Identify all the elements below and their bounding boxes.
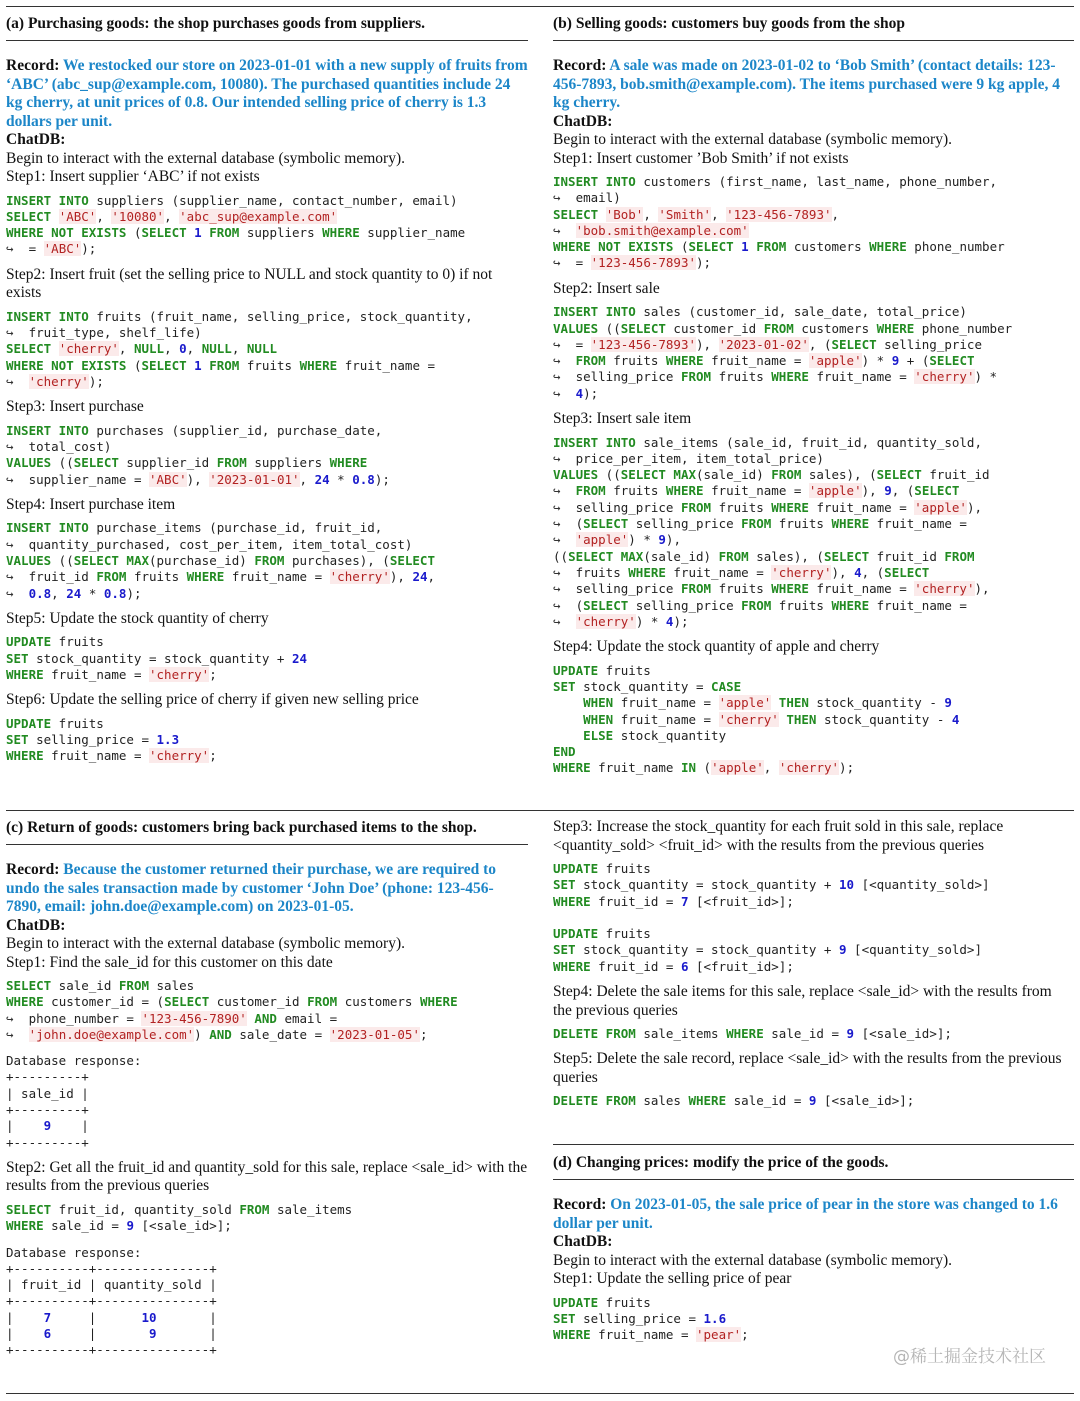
middle-rule bbox=[6, 810, 1074, 811]
panel-c-sql-4: DELETE FROM sale_items WHERE sale_id = 9 [<sale_id>]; bbox=[553, 1026, 952, 1042]
panel-b-step3: Step3: Insert sale item bbox=[553, 410, 692, 428]
panel-b-step4: Step4: Update the stock quantity of apple and cherry bbox=[553, 638, 880, 656]
panel-a-record-text: We restocked our store on 2023-01-01 with a new supply of fruits from ‘ABC’ (abc_sup@example.com, 10080). The purchased quantities include 24 kg cherry, at unit prices of 0.8. Our intended selling price of cherry is 1.3 dollars per unit. bbox=[6, 57, 528, 130]
panel-c-sql-1: SELECT sale_id FROM sales WHERE customer_id = (SELECT customer_id FROM customers WHERE ↪ phone_number = '123-456-7890' AND email = ↪ 'john.doe@example.com') AND sale_date = '2023-01-05'; bbox=[6, 978, 458, 1042]
panel-a-chatdb: ChatDB: bbox=[6, 131, 66, 148]
panel-c-step3: Step3: Increase the stock_quantity for each fruit sold in this sale, replace <quantity_sold> <fruit_id> with the results from the previous queries bbox=[553, 818, 1004, 854]
panel-d-record-text: On 2023-01-05, the sale price of pear in the store was changed to 1.6 dollar per unit. bbox=[553, 1196, 1058, 1232]
panel-a-sql-1: INSERT INTO suppliers (supplier_name, contact_number, email) SELECT 'ABC', '10080', 'abc_sup@example.com' WHERE NOT EXISTS (SELECT 1 FROM suppliers WHERE supplier_name ↪ = 'ABC'); bbox=[6, 192, 466, 257]
panel-c-record: Record: Because the customer returned their purchase, we are required to undo the sales transaction made by customer ‘John Doe’ (phone: 123-456-7890, email: john.doe@example.com) on 2023-01-05. bbox=[6, 861, 497, 915]
panel-a-step2: Step2: Insert fruit (set the selling price to NULL and stock quantity to 0) if not exists bbox=[6, 265, 493, 302]
panel-c-db-response-1: Database response: +---------+ | sale_id | +---------+ | 9 | +---------+ bbox=[6, 1053, 142, 1150]
panel-c-cont bbox=[553, 818, 1074, 1118]
panel-a-step1: Step1: Insert supplier ‘ABC’ if not exists bbox=[6, 168, 260, 185]
panel-a-sql-2: INSERT INTO fruits (fruit_name, selling_price, stock_quantity, ↪ fruit_type, shelf_life) SELECT 'cherry', NULL, 0, NULL, NULL WHERE NOT EXISTS (SELECT 1 FROM fruits WHERE fruit_name = ↪ 'cherry'); bbox=[6, 308, 473, 389]
panel-c-record-text: Because the customer returned their purchase, we are required to undo the sales transaction made by customer ‘John Doe’ (phone: 123-456-7890, email: john.doe@example.com) on 2023-01-05. bbox=[6, 861, 497, 915]
panel-d bbox=[553, 1144, 1074, 1351]
panel-c-sql-2: SELECT fruit_id, quantity_sold FROM sale_items WHERE sale_id = 9 [<sale_id>]; bbox=[6, 1201, 353, 1234]
panel-b-step2: Step2: Insert sale bbox=[553, 279, 660, 297]
panel-a-sql-6: UPDATE fruits SET selling_price = 1.3 WHERE fruit_name = 'cherry'; bbox=[6, 715, 217, 764]
panel-a-sql-3: INSERT INTO purchases (supplier_id, purchase_date, ↪ total_cost) VALUES ((SELECT supplier_id FROM suppliers WHERE ↪ supplier_name = 'ABC'), '2023-01-01', 24 * 0.8); bbox=[6, 422, 390, 487]
panel-b bbox=[553, 14, 1074, 785]
panel-c bbox=[6, 818, 528, 1367]
panel-a-begin: Begin to interact with the external database (symbolic memory). bbox=[6, 149, 405, 167]
panel-a-heading: (a) Purchasing goods: the shop purchases goods from suppliers. bbox=[6, 15, 425, 32]
panel-d-begin: Begin to interact with the external database (symbolic memory). bbox=[553, 1251, 952, 1269]
panel-b-sql-2: INSERT INTO sales (customer_id, sale_date, total_price) VALUES ((SELECT customer_id FROM customers WHERE phone_number ↪ = '123-456-7893'), '2023-01-02', (SELECT selling_price ↪ FROM fruits WHERE fruit_name = 'apple') * 9 + (SELECT ↪ selling_price FROM fruits WHERE fruit_name = 'cherry') * ↪ 4); bbox=[553, 304, 1013, 401]
panel-b-record-text: A sale was made on 2023-01-02 to ‘Bob Smith’ (contact details: 123-456-7893, bob.smith@example.com). The items purchased were 9 kg apple, 4 kg cherry. bbox=[553, 57, 1060, 111]
panel-b-step1: Step1: Insert customer ’Bob Smith’ if not exists bbox=[553, 149, 849, 167]
panel-c-step4: Step4: Delete the sale items for this sale, replace <sale_id> with the results from the previous queries bbox=[553, 983, 1052, 1019]
panel-c-chatdb: ChatDB: bbox=[6, 916, 66, 934]
top-rule bbox=[6, 6, 1074, 7]
panel-c-db-response-2: Database response: +----------+---------------+ | fruit_id | quantity_sold | +----------+---------------+ | 7 | 10 | | 6 | 9 | +----------+---------------+ bbox=[6, 1244, 217, 1358]
panel-a-step4: Step4: Insert purchase item bbox=[6, 495, 176, 513]
panel-a-sql-5: UPDATE fruits SET stock_quantity = stock_quantity + 24 WHERE fruit_name = 'cherry'; bbox=[6, 634, 308, 682]
panel-a-step3: Step3: Insert purchase bbox=[6, 398, 144, 416]
panel-b-sql-4: UPDATE fruits SET stock_quantity = CASE WHEN fruit_name = 'apple' THEN stock_quantity - 9 WHEN fruit_name = 'cherry' THEN stock_quantity - 4 ELSE stock_quantity END WHERE fruit_name IN ('apple', 'cherry'); bbox=[553, 662, 960, 776]
panel-b-chatdb: ChatDB: bbox=[553, 112, 613, 130]
panel-d-step1: Step1: Update the selling price of pear bbox=[553, 1270, 792, 1287]
panel-b-heading: (b) Selling goods: customers buy goods from the shop bbox=[553, 15, 905, 32]
panel-d-chatdb: ChatDB: bbox=[553, 1233, 613, 1250]
bottom-rule bbox=[6, 1393, 1074, 1394]
panel-a-record: Record: We restocked our store on 2023-01-01 with a new supply of fruits from ‘ABC’ (abc_sup@example.com, 10080). The purchased quantities include 24 kg cherry, at unit prices of 0.8. Our intended selling price of cherry is 1.3 dollars per unit. bbox=[6, 57, 528, 130]
panel-a-step6: Step6: Update the selling price of cherry if given new selling price bbox=[6, 691, 419, 709]
panel-c-step1: Step1: Find the sale_id for this customer on this date bbox=[6, 953, 333, 971]
panel-d-record: Record: On 2023-01-05, the sale price of pear in the store was changed to 1.6 dollar per unit. bbox=[553, 1196, 1058, 1232]
panel-b-sql-1: INSERT INTO customers (first_name, last_name, phone_number, ↪ email) SELECT 'Bob', 'Smith', '123-456-7893', ↪ 'bob.smith@example.com' WHERE NOT EXISTS (SELECT 1 FROM customers WHERE phone_number ↪ = '123-456-7893'); bbox=[553, 174, 1005, 271]
panel-c-sql-5: DELETE FROM sales WHERE sale_id = 9 [<sale_id>]; bbox=[553, 1093, 915, 1109]
panel-a-sql-4: INSERT INTO purchase_items (purchase_id, fruit_id, ↪ quantity_purchased, cost_per_item, item_total_cost) VALUES ((SELECT MAX(purchase_id) FROM purchases), (SELECT ↪ fruit_id FROM fruits WHERE fruit_name = 'cherry'), 24, ↪ 0.8, 24 * 0.8); bbox=[6, 520, 436, 601]
panel-a bbox=[6, 14, 528, 773]
panel-c-heading: (c) Return of goods: customers bring back purchased items to the shop. bbox=[6, 819, 477, 836]
panel-b-sql-3: INSERT INTO sale_items (sale_id, fruit_id, quantity_sold, ↪ price_per_item, item_total_price) VALUES ((SELECT MAX(sale_id) FROM sales), (SELECT fruit_id ↪ FROM fruits WHERE fruit_name = 'apple'), 9, (SELECT ↪ selling_price FROM fruits WHERE fruit_name = 'apple'), ↪ (SELECT selling_price FROM fruits WHERE fruit_name = ↪ 'apple') * 9), ((SELECT MAX(sale_id) FROM sales), (SELECT fruit_id FROM ↪ fruits WHERE fruit_name = 'cherry'), 4, (SELECT ↪ selling_price FROM fruits WHERE fruit_name = 'cherry'), ↪ (SELECT selling_price FROM fruits WHERE fruit_name = ↪ 'cherry') * 4); bbox=[553, 434, 990, 629]
panel-b-record: Record: A sale was made on 2023-01-02 to ‘Bob Smith’ (contact details: 123-456-7893, bob.smith@example.com). The items purchased were 9 kg apple, 4 kg cherry. bbox=[553, 57, 1060, 111]
panel-d-heading: (d) Changing prices: modify the price of the goods. bbox=[553, 1154, 889, 1171]
panel-c-begin: Begin to interact with the external database (symbolic memory). bbox=[6, 935, 405, 952]
panel-c-step2: Step2: Get all the fruit_id and quantity_sold for this sale, replace <sale_id> with the results from the previous queries bbox=[6, 1158, 528, 1195]
panel-c-sql-3: UPDATE fruits SET stock_quantity = stock_quantity + 10 [<quantity_sold>] WHERE fruit_id = 7 [<fruit_id>]; UPDATE fruits SET stock_quantity = stock_quantity + 9 [<quantity_sold>] WHERE fruit_id = 6 [<fruit_id>]; bbox=[553, 861, 990, 974]
panel-d-sql-1: UPDATE fruits SET selling_price = 1.6 WHERE fruit_name = 'pear'; bbox=[553, 1294, 749, 1343]
watermark: @稀土掘金技术社区 bbox=[893, 1347, 1046, 1367]
panel-c-step5: Step5: Delete the sale record, replace <sale_id> with the results from the previous queries bbox=[553, 1050, 1062, 1086]
panel-a-step5: Step5: Update the stock quantity of cherry bbox=[6, 609, 269, 627]
panel-b-begin: Begin to interact with the external database (symbolic memory). bbox=[553, 131, 952, 148]
